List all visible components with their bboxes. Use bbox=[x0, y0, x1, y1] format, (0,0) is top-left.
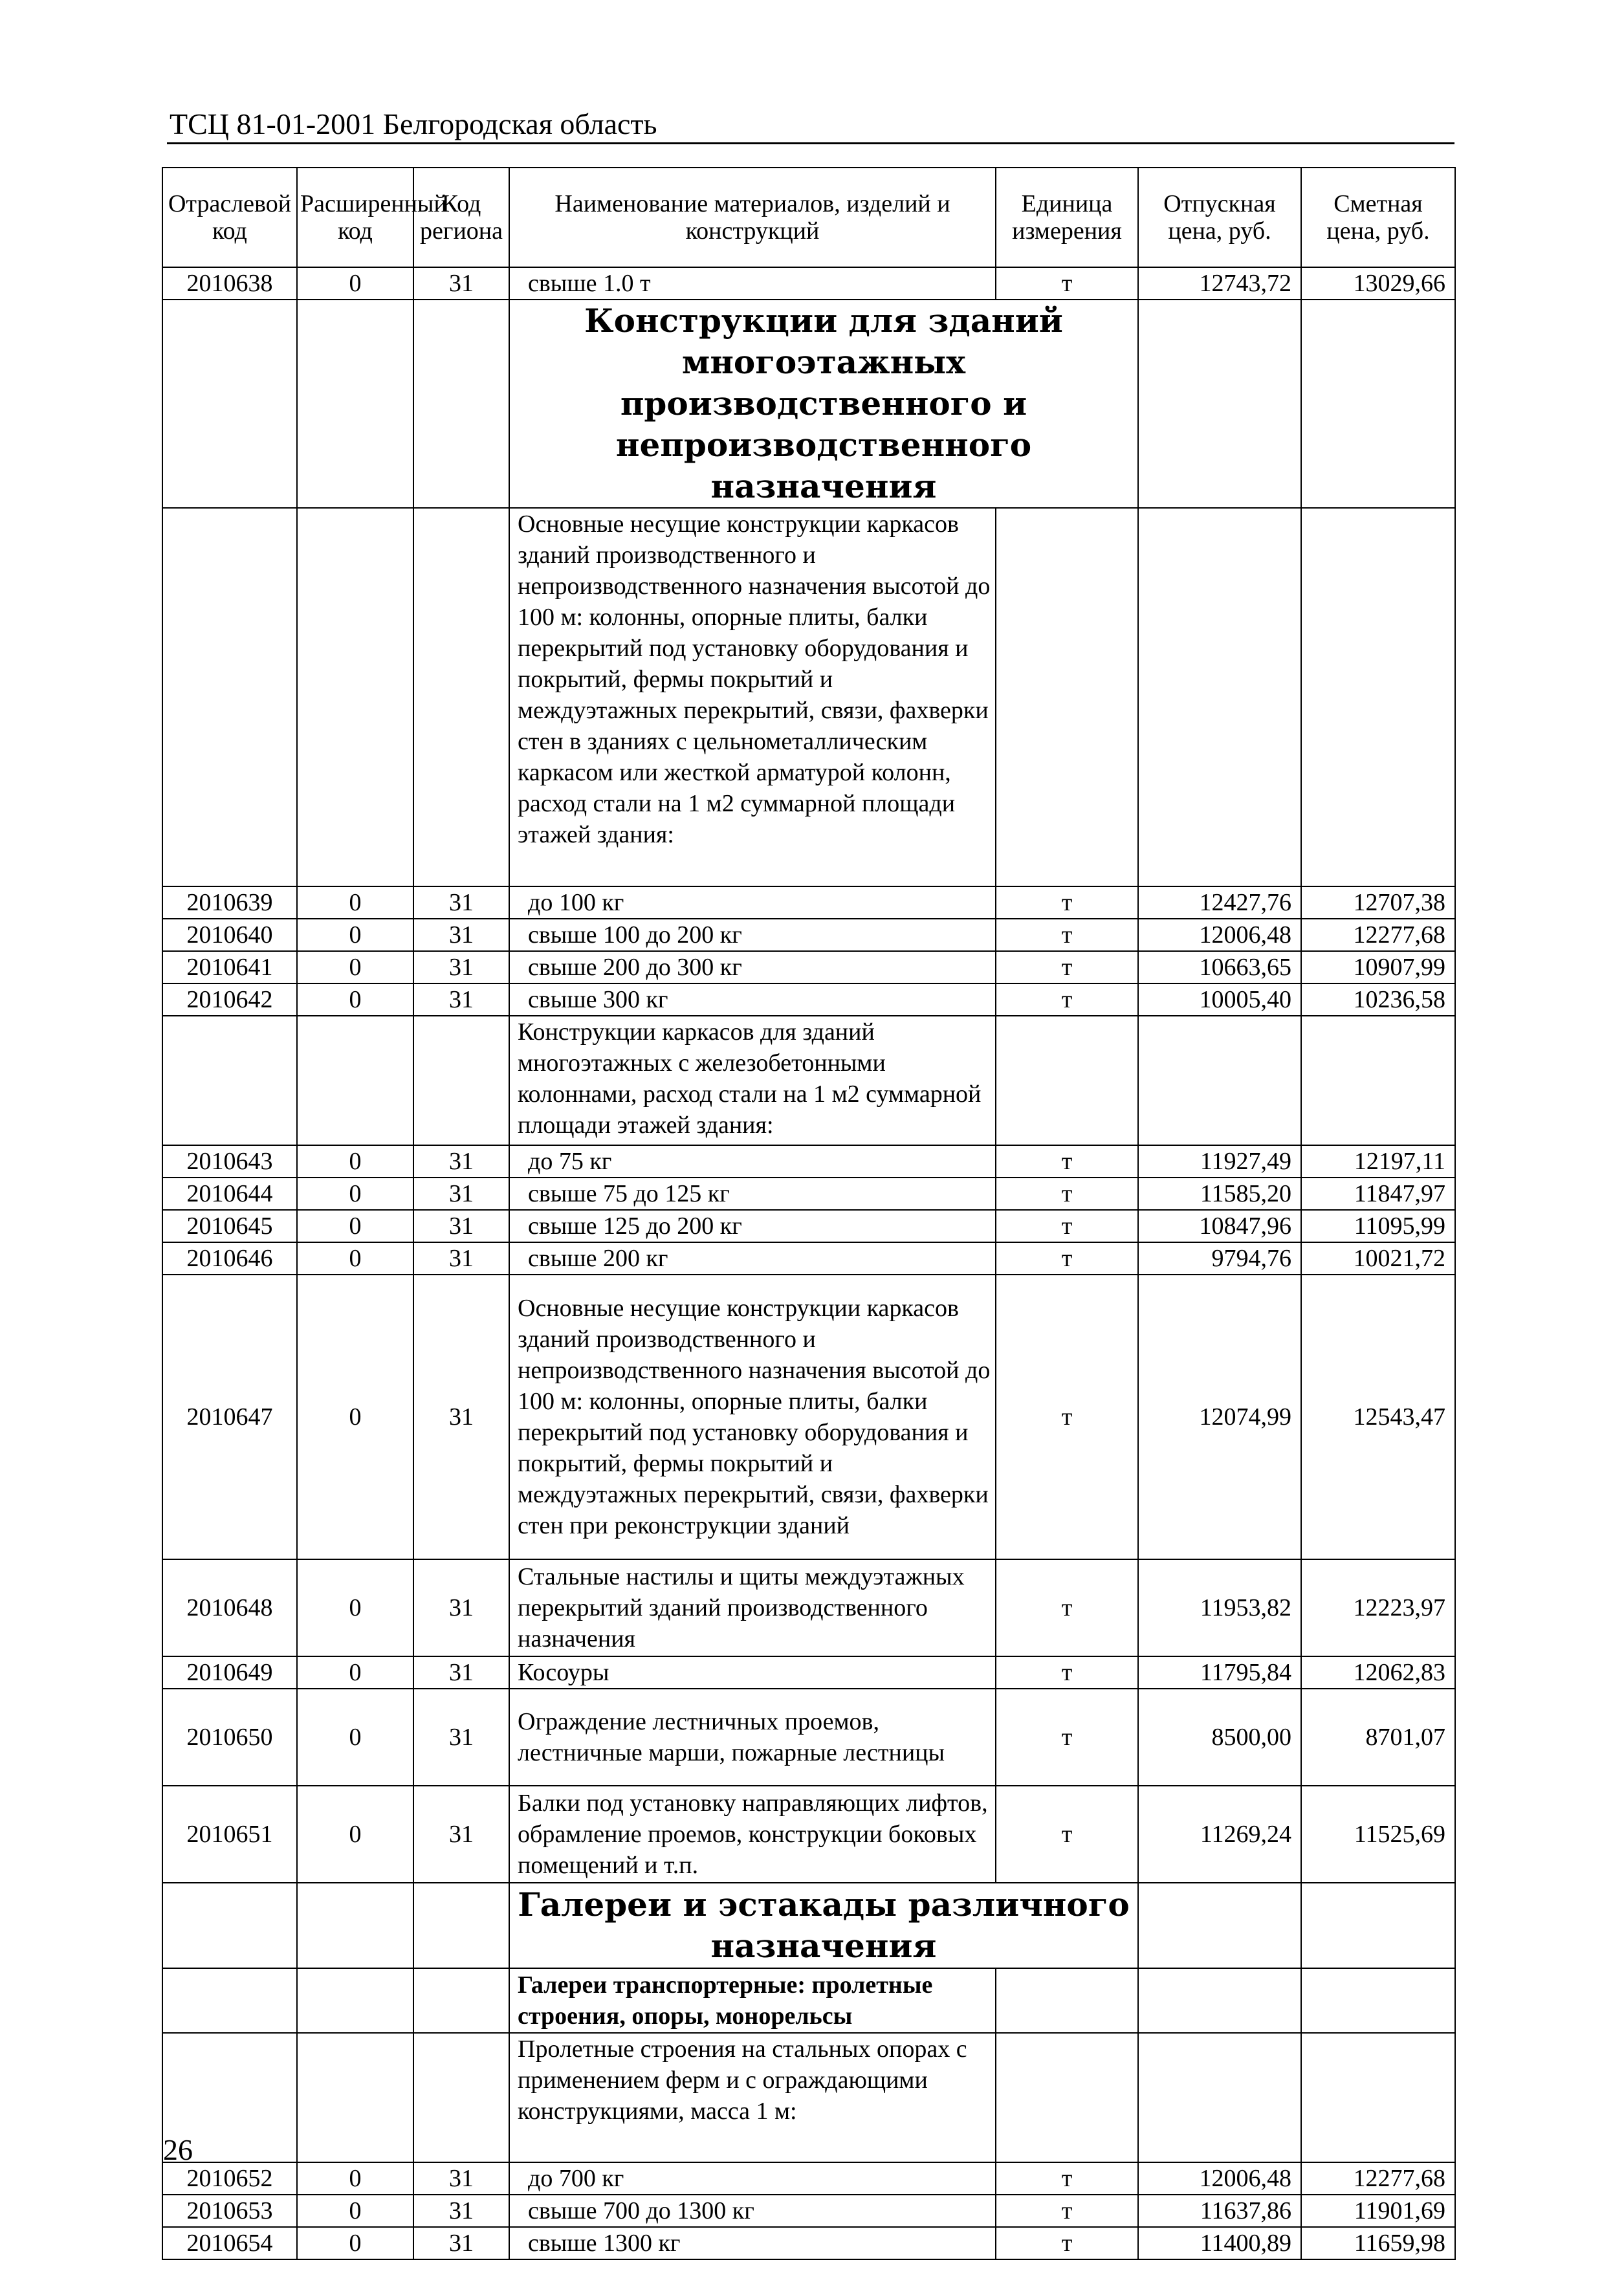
ext-code: 0 bbox=[297, 267, 413, 300]
region-code: 31 bbox=[413, 2162, 509, 2195]
release-price: 9794,76 bbox=[1138, 1242, 1301, 1275]
release-price: 11953,82 bbox=[1138, 1559, 1301, 1656]
group-description: Конструкции каркасов для зданий многоэтажных с железобетонными колоннами, расход стали на 1 м2 суммарной площади этажей здания: bbox=[509, 1016, 996, 1145]
sector-code: 2010651 bbox=[162, 1786, 297, 1883]
unit: т bbox=[996, 886, 1138, 919]
sector-code: 2010652 bbox=[162, 2162, 297, 2195]
item-name: свыше 200 до 300 кг bbox=[509, 951, 996, 983]
sector-code: 2010643 bbox=[162, 1145, 297, 1178]
price-table bbox=[162, 167, 1456, 2260]
ext-code: 0 bbox=[297, 1275, 413, 1559]
region-code: 31 bbox=[413, 983, 509, 1016]
region-code: 31 bbox=[413, 886, 509, 919]
item-name: свыше 200 кг bbox=[509, 1242, 996, 1275]
page-header bbox=[167, 102, 1454, 144]
col-header-estimate-price: Сметная цена, руб. bbox=[1301, 168, 1455, 267]
table-row bbox=[162, 2227, 1455, 2259]
table-row bbox=[162, 2195, 1455, 2227]
item-name: Косоуры bbox=[509, 1656, 996, 1689]
table-row bbox=[162, 1656, 1455, 1689]
sector-code: 2010647 bbox=[162, 1275, 297, 1559]
unit: т bbox=[996, 983, 1138, 1016]
ext-code: 0 bbox=[297, 2195, 413, 2227]
unit: т bbox=[996, 1559, 1138, 1656]
ext-code: 0 bbox=[297, 1786, 413, 1883]
item-name: Ограждение лестничных проемов, лестничные марши, пожарные лестницы bbox=[509, 1689, 996, 1786]
release-price: 12006,48 bbox=[1138, 919, 1301, 951]
table-row bbox=[162, 951, 1455, 983]
section-title: Галереи и эстакады различного назначения bbox=[509, 1883, 1138, 1968]
release-price: 11585,20 bbox=[1138, 1178, 1301, 1210]
release-price: 10847,96 bbox=[1138, 1210, 1301, 1242]
sector-code: 2010653 bbox=[162, 2195, 297, 2227]
col-header-release-price: Отпускная цена, руб. bbox=[1138, 168, 1301, 267]
region-code: 31 bbox=[413, 919, 509, 951]
ext-code: 0 bbox=[297, 1689, 413, 1786]
unit: т bbox=[996, 1275, 1138, 1559]
unit: т bbox=[996, 2227, 1138, 2259]
col-header-region-code: Код региона bbox=[413, 168, 509, 267]
estimate-price: 12223,97 bbox=[1301, 1559, 1455, 1656]
unit: т bbox=[996, 1689, 1138, 1786]
table-row bbox=[162, 1275, 1455, 1559]
estimate-price: 12277,68 bbox=[1301, 919, 1455, 951]
release-price: 11795,84 bbox=[1138, 1656, 1301, 1689]
estimate-price: 13029,66 bbox=[1301, 267, 1455, 300]
table-header-row bbox=[162, 168, 1455, 267]
estimate-price: 11659,98 bbox=[1301, 2227, 1455, 2259]
ext-code: 0 bbox=[297, 919, 413, 951]
table-row bbox=[162, 1210, 1455, 1242]
region-code: 31 bbox=[413, 2195, 509, 2227]
unit: т bbox=[996, 1786, 1138, 1883]
sector-code: 2010639 bbox=[162, 886, 297, 919]
item-name: Стальные настилы и щиты междуэтажных перекрытий зданий производственного назначения bbox=[509, 1559, 996, 1656]
ext-code: 0 bbox=[297, 1210, 413, 1242]
region-code: 31 bbox=[413, 1559, 509, 1656]
table-row bbox=[162, 919, 1455, 951]
region-code: 31 bbox=[413, 1275, 509, 1559]
region-code: 31 bbox=[413, 1242, 509, 1275]
unit: т bbox=[996, 2195, 1138, 2227]
estimate-price: 12707,38 bbox=[1301, 886, 1455, 919]
unit: т bbox=[996, 1210, 1138, 1242]
region-code: 31 bbox=[413, 1786, 509, 1883]
ext-code: 0 bbox=[297, 1242, 413, 1275]
release-price: 10663,65 bbox=[1138, 951, 1301, 983]
estimate-price: 12062,83 bbox=[1301, 1656, 1455, 1689]
unit: т bbox=[996, 1242, 1138, 1275]
unit: т bbox=[996, 919, 1138, 951]
item-name: до 75 кг bbox=[509, 1145, 996, 1178]
col-header-ext-code: Расширенный код bbox=[297, 168, 413, 267]
estimate-price: 12277,68 bbox=[1301, 2162, 1455, 2195]
sector-code: 2010638 bbox=[162, 267, 297, 300]
region-code: 31 bbox=[413, 1689, 509, 1786]
release-price: 12006,48 bbox=[1138, 2162, 1301, 2195]
ext-code: 0 bbox=[297, 2227, 413, 2259]
sector-code: 2010645 bbox=[162, 1210, 297, 1242]
region-code: 31 bbox=[413, 1656, 509, 1689]
table-row bbox=[162, 886, 1455, 919]
sector-code: 2010646 bbox=[162, 1242, 297, 1275]
estimate-price: 12543,47 bbox=[1301, 1275, 1455, 1559]
item-name: Основные несущие конструкции каркасов зданий производственного и непроизводственного назначения высотой до 100 м: колонны, опорные плиты, балки перекрытий под установку оборудования и покрытий, фермы покрытий и междуэтажных перекрытий, связи, фахверки стен при реконструкции зданий bbox=[509, 1275, 996, 1559]
item-name: свыше 125 до 200 кг bbox=[509, 1210, 996, 1242]
estimate-price: 10236,58 bbox=[1301, 983, 1455, 1016]
item-name: до 100 кг bbox=[509, 886, 996, 919]
col-header-unit: Единица измерения bbox=[996, 168, 1138, 267]
unit: т bbox=[996, 1178, 1138, 1210]
unit: т bbox=[996, 1145, 1138, 1178]
sector-code: 2010640 bbox=[162, 919, 297, 951]
page-number: 26 bbox=[163, 2133, 193, 2166]
ext-code: 0 bbox=[297, 1559, 413, 1656]
sector-code: 2010649 bbox=[162, 1656, 297, 1689]
estimate-price: 10907,99 bbox=[1301, 951, 1455, 983]
release-price: 12074,99 bbox=[1138, 1275, 1301, 1559]
unit: т bbox=[996, 267, 1138, 300]
table-row bbox=[162, 1145, 1455, 1178]
col-header-name: Наименование материалов, изделий и конструкций bbox=[509, 168, 996, 267]
release-price: 11927,49 bbox=[1138, 1145, 1301, 1178]
release-price: 11637,86 bbox=[1138, 2195, 1301, 2227]
ext-code: 0 bbox=[297, 1145, 413, 1178]
item-name: Балки под установку направляющих лифтов, обрамление проемов, конструкции боковых помещений и т.п. bbox=[509, 1786, 996, 1883]
estimate-price: 11901,69 bbox=[1301, 2195, 1455, 2227]
unit: т bbox=[996, 951, 1138, 983]
region-code: 31 bbox=[413, 951, 509, 983]
region-code: 31 bbox=[413, 1178, 509, 1210]
table-row bbox=[162, 983, 1455, 1016]
section-row bbox=[162, 1883, 1455, 1968]
col-header-sector-code: Отраслевой код bbox=[162, 168, 297, 267]
item-name: свыше 1.0 т bbox=[509, 267, 996, 300]
ext-code: 0 bbox=[297, 1656, 413, 1689]
item-name: свыше 1300 кг bbox=[509, 2227, 996, 2259]
sector-code: 2010648 bbox=[162, 1559, 297, 1656]
item-name: свыше 300 кг bbox=[509, 983, 996, 1016]
estimate-price: 12197,11 bbox=[1301, 1145, 1455, 1178]
release-price: 10005,40 bbox=[1138, 983, 1301, 1016]
sector-code: 2010641 bbox=[162, 951, 297, 983]
ext-code: 0 bbox=[297, 886, 413, 919]
region-code: 31 bbox=[413, 1145, 509, 1178]
ext-code: 0 bbox=[297, 951, 413, 983]
description-row bbox=[162, 508, 1455, 886]
section-title: Конструкции для зданий многоэтажных производственного и непроизводственного назначения bbox=[509, 300, 1138, 508]
description-row bbox=[162, 1016, 1455, 1145]
region-code: 31 bbox=[413, 267, 509, 300]
release-price: 12427,76 bbox=[1138, 886, 1301, 919]
item-name: свыше 700 до 1300 кг bbox=[509, 2195, 996, 2227]
group-description: Основные несущие конструкции каркасов зданий производственного и непроизводственного назначения высотой до 100 м: колонны, опорные плиты, балки перекрытий под установку оборудования и покрытий, фермы покрытий и междуэтажных перекрытий, связи, фахверки стен в зданиях с цельнометаллическим каркасом или жесткой арматурой колонн, расход стали на 1 м2 суммарной площади этажей здания: bbox=[509, 508, 996, 886]
release-price: 11269,24 bbox=[1138, 1786, 1301, 1883]
table-row bbox=[162, 2162, 1455, 2195]
section-row bbox=[162, 300, 1455, 508]
estimate-price: 11847,97 bbox=[1301, 1178, 1455, 1210]
estimate-price: 10021,72 bbox=[1301, 1242, 1455, 1275]
table-row bbox=[162, 1242, 1455, 1275]
table-row bbox=[162, 1786, 1455, 1883]
release-price: 12743,72 bbox=[1138, 267, 1301, 300]
sector-code: 2010642 bbox=[162, 983, 297, 1016]
ext-code: 0 bbox=[297, 2162, 413, 2195]
release-price: 8500,00 bbox=[1138, 1689, 1301, 1786]
release-price: 11400,89 bbox=[1138, 2227, 1301, 2259]
sector-code: 2010644 bbox=[162, 1178, 297, 1210]
region-code: 31 bbox=[413, 2227, 509, 2259]
sector-code: 2010654 bbox=[162, 2227, 297, 2259]
region-code: 31 bbox=[413, 1210, 509, 1242]
table-row bbox=[162, 1689, 1455, 1786]
item-name: свыше 75 до 125 кг bbox=[509, 1178, 996, 1210]
unit: т bbox=[996, 2162, 1138, 2195]
group-description: Пролетные строения на стальных опорах с применением ферм и с ограждающими конструкциями, масса 1 м: bbox=[509, 2033, 996, 2162]
subheading-row bbox=[162, 1968, 1455, 2033]
ext-code: 0 bbox=[297, 1178, 413, 1210]
page-title: ТСЦ 81-01-2001 Белгородская область bbox=[170, 107, 657, 140]
estimate-price: 11095,99 bbox=[1301, 1210, 1455, 1242]
table-row bbox=[162, 1559, 1455, 1656]
estimate-price: 8701,07 bbox=[1301, 1689, 1455, 1786]
subsection-title: Галереи транспортерные: пролетные строения, опоры, монорельсы bbox=[509, 1968, 996, 2033]
table-row bbox=[162, 1178, 1455, 1210]
ext-code: 0 bbox=[297, 983, 413, 1016]
item-name: свыше 100 до 200 кг bbox=[509, 919, 996, 951]
sector-code: 2010650 bbox=[162, 1689, 297, 1786]
item-name: до 700 кг bbox=[509, 2162, 996, 2195]
description-row bbox=[162, 2033, 1455, 2162]
table-row bbox=[162, 267, 1455, 300]
estimate-price: 11525,69 bbox=[1301, 1786, 1455, 1883]
unit: т bbox=[996, 1656, 1138, 1689]
